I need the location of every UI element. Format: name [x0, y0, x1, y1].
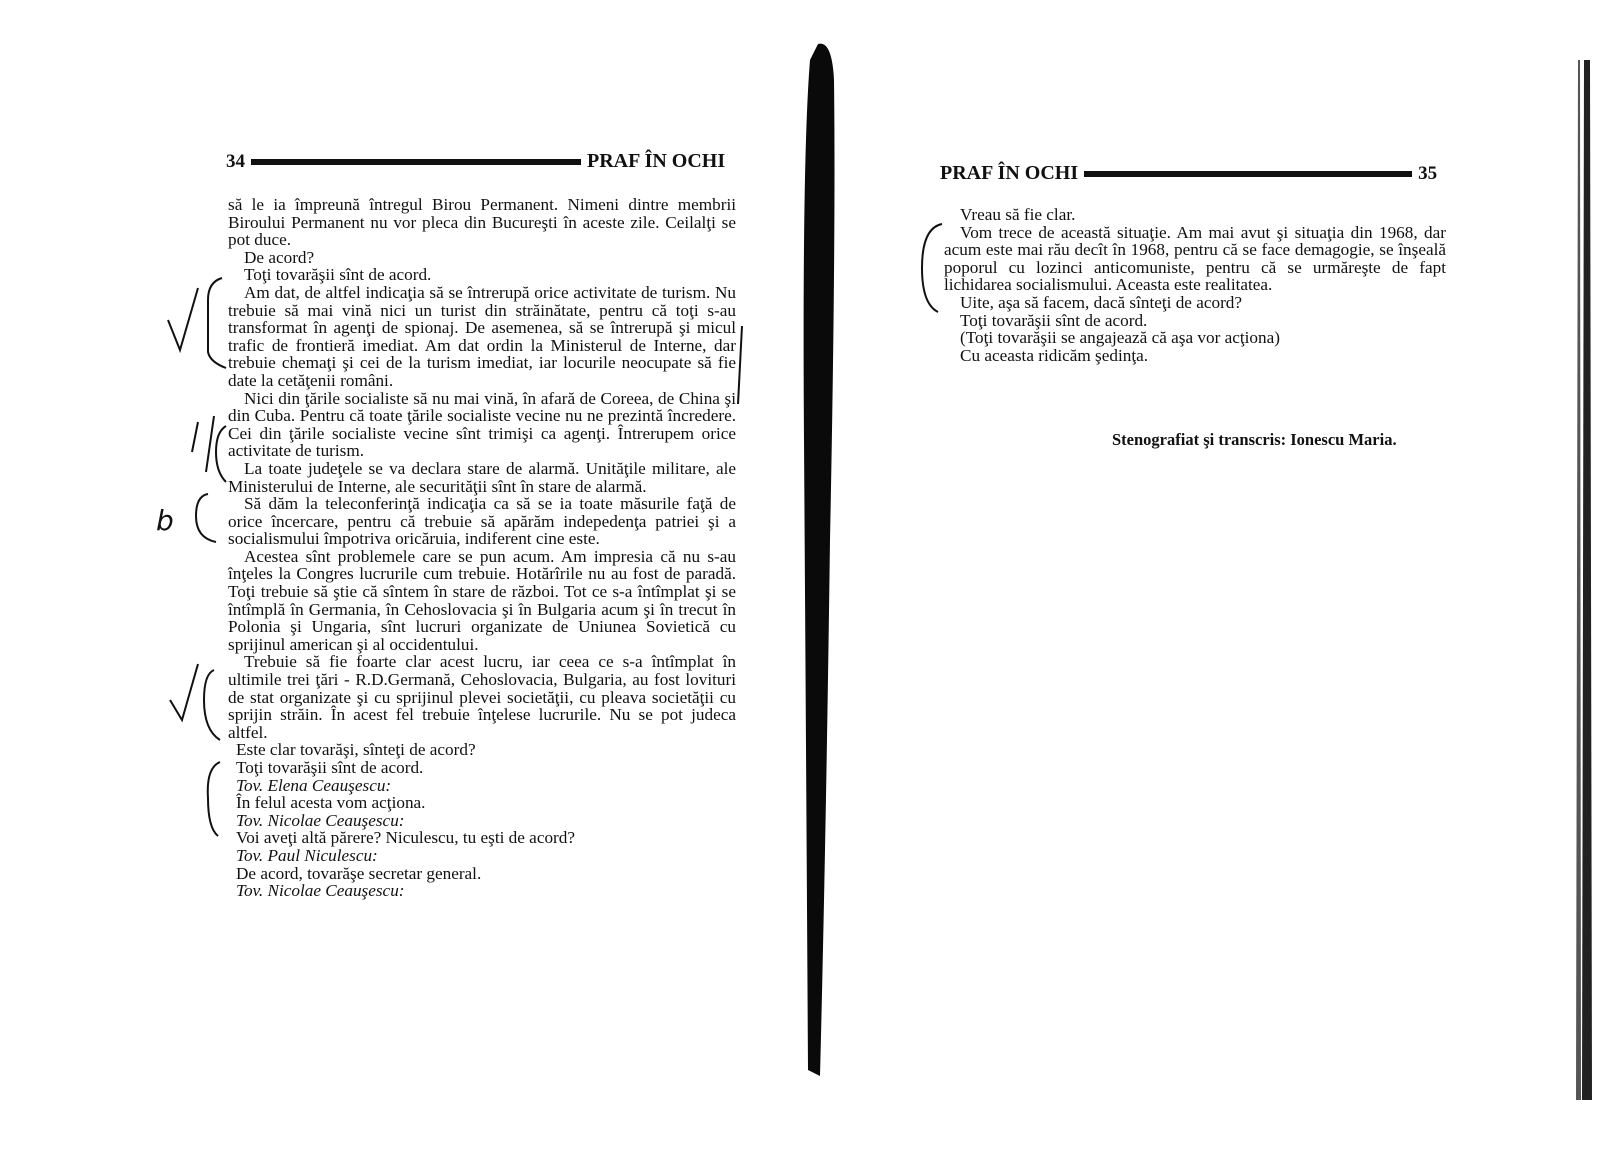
right-paragraph: Uite, aşa să facem, dacă sînteţi de acord? [960, 292, 1243, 312]
dialogue-speaker: Tov. Paul Niculescu: [236, 845, 378, 865]
dialogue-line: Voi aveţi altă părere? Niculescu, tu eşti de acord? [236, 828, 575, 848]
left-paragraph: Acestea sînt problemele care se pun acum. Am impresia că nu s-au înţeles la Congres lucrurile cum trebuie. Hotărîrile nu au fost de paradă. Toţi trebuie să ştie că sîntem în stare de război. Tot ce s-a întîmplat şi se întîmplă în Germania, în Cehoslovacia şi în Bulgaria acum şi în trecut în Polonia şi Ungaria, sînt lucruri organizate de Uniunea Sovietică cu sprijinul american şi al occidentului. [228, 546, 736, 654]
svg-text:b: b [156, 504, 174, 537]
dialogue-line: De acord, tovarăşe secretar general. [236, 863, 482, 883]
left-page-text [228, 196, 736, 900]
left-paragraph: La toate judeţele se va declara stare de alarmă. Unităţile militare, ale Ministerului de Interne, ale securităţii sînt în stare de alarmă. [228, 458, 736, 496]
right-page-number: 35 [1418, 162, 1438, 184]
checkmark-bracket-icon [150, 270, 240, 370]
right-paragraph: Toţi tovarăşii sînt de acord. [960, 310, 1148, 330]
margin-mark-icon [150, 488, 240, 548]
left-header-rule [251, 159, 581, 165]
left-paragraph: Am dat, de altfel indicaţia să se întrerupă orice activitate de turism. Nu trebuie să mai vină nici un turist din străinătate, pentru că toţi s-au transformat în agenţi de spionaj. De asemenea, să se întrerupă şi micul trafic de frontieră imediat. Am dat ordin la Ministerul de Interne, dar trebuie chemaţi şi cei de la turism imediat, iar locurile neocupate să fie date la cetăţenii români. [228, 282, 736, 390]
right-page-header [940, 162, 1440, 185]
right-paragraph: Vom trece de această situaţie. Am mai avut şi situaţia din 1968, dar acum este mai rău decît în 1968, pentru că se face demagogie, se înşeală poporul cu lozinci anticomuniste, pentru că se urmăreşte de fapt lichidarea socialismului. Aceasta este realitatea. [944, 222, 1446, 295]
right-paragraph: (Toţi tovarăşii se angajează că aşa vor acţiona) [960, 328, 1280, 348]
left-running-title: PRAF ÎN OCHI [587, 150, 726, 172]
scan-edge-artifact [1570, 60, 1600, 1100]
left-paragraph: Toţi tovarăşii sînt de acord. [244, 265, 432, 285]
dialogue-speaker: Tov. Nicolae Ceauşescu: [236, 810, 405, 830]
bracket-icon [908, 218, 948, 318]
dialogue-line: În felul acesta vom acţiona. [236, 793, 426, 813]
right-paragraph: Cu aceasta ridicăm şedinţa. [960, 345, 1149, 365]
right-page-text [944, 206, 1446, 364]
vertical-mark-icon [728, 320, 758, 410]
dialogue-line: Este clar tovarăşi, sînteţi de acord? [236, 740, 476, 760]
dialogue-line: Toţi tovarăşii sînt de acord. [236, 758, 424, 777]
left-paragraph: Nici din ţările socialiste să nu mai vină, în afară de Coreea, de China şi din Cuba. Pentru că toate ţările socialiste vecine nu ne prezintă încredere. Cei din ţările socialiste vecine sînt trimişi ca agenţi. Întrerupem orice activitate de turism. [228, 388, 736, 461]
double-bracket-icon [184, 412, 234, 492]
right-paragraph: Vreau să fie clar. [960, 205, 1076, 224]
left-page-header [226, 150, 740, 173]
left-paragraph: De acord? [244, 247, 315, 267]
left-paragraph: Trebuie să fie foarte clar acest lucru, iar ceea ce s-a întîmplat în ultimile trei ţări - R.D.Germană, Cehoslovacia, Bulgaria, au fost lovituri de stat organizate şi cu sprijinul plevei societăţii, cu pleava societăţii cu sprijin străin. În acest fel trebuie înţelese lucrurile. Nu se pot judeca altfel. [228, 652, 736, 742]
transcription-credit: Stenografiat şi transcris: Ionescu Maria. [1112, 430, 1397, 449]
dialogue-speaker: Tov. Elena Ceauşescu: [236, 775, 392, 795]
dialogue-speaker: Tov. Nicolae Ceauşescu: [236, 881, 405, 901]
left-page-number: 34 [226, 150, 245, 172]
right-running-title: PRAF ÎN OCHI [940, 162, 1079, 184]
left-paragraph: să le ia împreună întregul Birou Permanent. Nimeni dintre membrii Biroului Permanent nu vor pleca din Bucureşti în aceste zile. Ceilalţi se pot duce. [228, 195, 736, 250]
left-paragraph: Să dăm la teleconferinţă indicaţia ca să se ia toate măsurile faţă de orice încercare, pentru că trebuie să apărăm indepedenţa patriei şi a socialismului împotriva oricăruia, indiferent cine este. [228, 494, 736, 549]
book-spine-shadow [796, 40, 848, 1080]
checkmark-bracket-icon [164, 660, 234, 750]
right-header-rule [1084, 171, 1412, 177]
bracket-icon [198, 758, 228, 838]
